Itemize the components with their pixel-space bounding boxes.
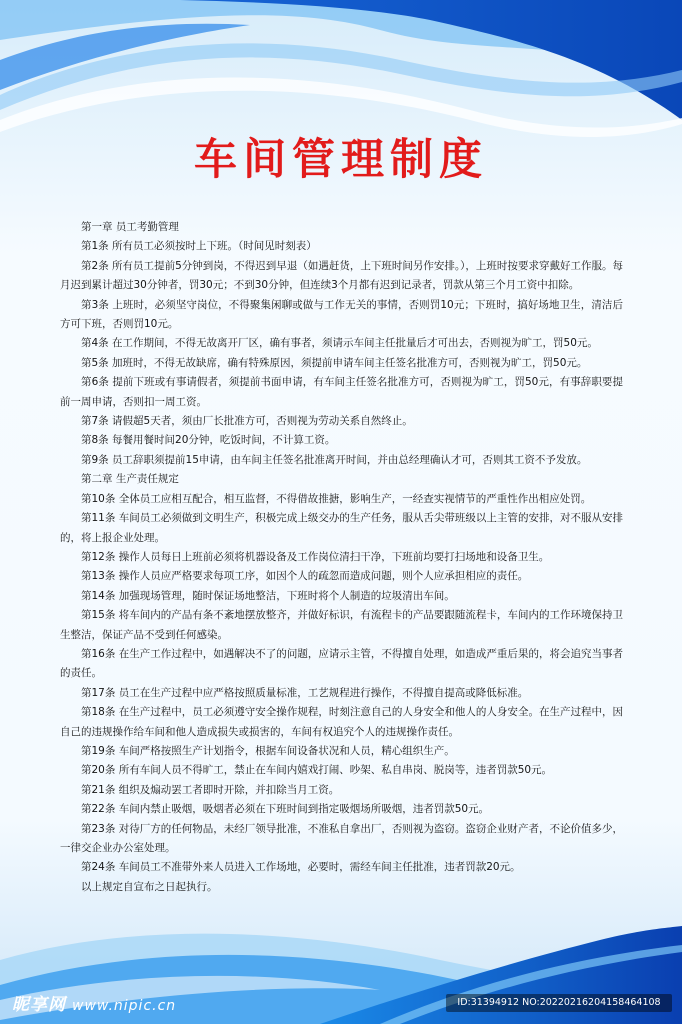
page-title: 车间管理制度	[194, 135, 488, 185]
watermark-logo-text: 昵享网	[12, 995, 66, 1015]
article-5: 第5条 加班时，不得无故缺席，确有特殊原因，须提前申请车间主任签名批准方可，否则视为旷工，罚50元。	[81, 356, 588, 369]
article-14: 第14条 加强现场管理，随时保证场地整洁，下班时将个人制造的垃圾清出车间。	[81, 589, 455, 602]
article-19: 第19条 车间严格按照生产计划指令，根据车间设备状况和人员，精心组织生产。	[81, 744, 455, 757]
article-16: 第16条 在生产工作过程中，如遇解决不了的问题，应请示主管，不得擅自处理，如造成严重后果的，将会追究当事者的责任。	[60, 647, 623, 680]
article-21: 第21条 组织及煽动罢工者即时开除，并扣除当月工资。	[81, 783, 340, 796]
article-13: 第13条 操作人员应严格要求每项工序，如因个人的疏忽而造成问题，则个人应承担相应的责任。	[81, 570, 529, 583]
article-18: 第18条 在生产过程中，员工必须遵守安全操作规程，时刻注意自己的人身安全和他人的人身安全。在生产过程中，因自己的违规操作给车间和他人造成损失或损害的，车间有权追究个人的违规操作责任。	[60, 706, 623, 738]
closing-statement: 以上规定自宣布之日起执行。	[81, 880, 218, 893]
article-3: 第3条 上班时，必须坚守岗位，不得聚集闲聊或做与工作无关的事情，否则罚10元；下班时，搞好场地卫生，清洁后方可下班，否则罚10元。	[60, 298, 623, 331]
article-23: 第23条 对待厂方的任何物品，未经厂领导批准，不准私自拿出厂，否则视为盗窃。盗窃企业财产者，不论价值多少，一律交企业办公室处理。	[60, 822, 623, 854]
watermark-id-badge: ID:31394912 NO:20220216204158464108	[446, 994, 672, 1012]
article-1: 第1条 所有员工必须按时上下班。（时间见时刻表）	[81, 240, 317, 253]
article-6: 第6条 提前下班或有事请假者，须提前书面申请，有车间主任签名批准方可，否则视为旷工，罚50元，有事辞职要提前一周申请，否则扣一周工资。	[60, 376, 623, 408]
article-17: 第17条 员工在生产过程中应严格按照质量标准，工艺规程进行操作，不得擅自提高或降低标准。	[81, 686, 529, 699]
article-22: 第22条 车间内禁止吸烟，吸烟者必须在下班时间到指定吸烟场所吸烟，违者罚款50元。	[81, 803, 490, 816]
watermark-logo	[12, 990, 176, 1015]
watermark-url: www.nipic.cn	[72, 998, 177, 1014]
article-2: 第2条 所有员工提前5分钟到岗，不得迟到早退（如遇赶货，上下班时间另作安排。），上班时按要求穿戴好工作服。每月迟到累计超过30分钟者，罚30元；不到30分钟，但连续3个月都有迟到记录者，罚款从第三个月工资中扣除。	[60, 259, 623, 292]
article-8: 第8条 每餐用餐时间20分钟，吃饭时间，不计算工资。	[81, 434, 336, 447]
chapter-heading: 第一章 员工考勤管理	[81, 221, 179, 233]
article-4: 第4条 在工作期间，不得无故离开厂区，确有事者，须请示车间主任批量后才可出去，否则视为旷工，罚50元。	[81, 337, 598, 350]
article-11: 第11条 车间员工必须做到文明生产，积极完成上级交办的生产任务，服从舌尖带班级以上主管的安排，对不服从安排的，将上报企业处理。	[60, 512, 623, 544]
article-24: 第24条 车间员工不准带外来人员进入工作场地，必要时，需经车间主任批准，违者罚款20元。	[81, 861, 521, 874]
article-9: 第9条 员工辞职须提前15申请，由车间主任签名批准离开时间，并由总经理确认才可，否则其工资不予发放。	[81, 453, 588, 466]
article-7: 第7条 请假超5天者，须由厂长批准方可，否则视为劳动关系自然终止。	[81, 415, 413, 428]
chapter-heading: 第二章 生产责任规定	[81, 473, 179, 486]
regulation-body	[60, 218, 623, 897]
article-20: 第20条 所有车间人员不得旷工，禁止在车间内嬉戏打闹、吵架、私自串岗、脱岗等，违者罚款50元。	[81, 764, 553, 777]
article-10: 第10条 全体员工应相互配合，相互监督，不得借故推搪，影响生产，一经查实视情节的严重性作出相应处罚。	[81, 492, 592, 505]
article-15: 第15条 将车间内的产品有条不紊地摆放整齐，并做好标识，有流程卡的产品要跟随流程卡，车间内的工作环境保持卫生整洁，保证产品不受到任何感染。	[60, 609, 623, 641]
article-12: 第12条 操作人员每日上班前必须将机器设备及工作岗位清扫干净，下班前均要打扫场地和设备卫生。	[81, 550, 550, 563]
